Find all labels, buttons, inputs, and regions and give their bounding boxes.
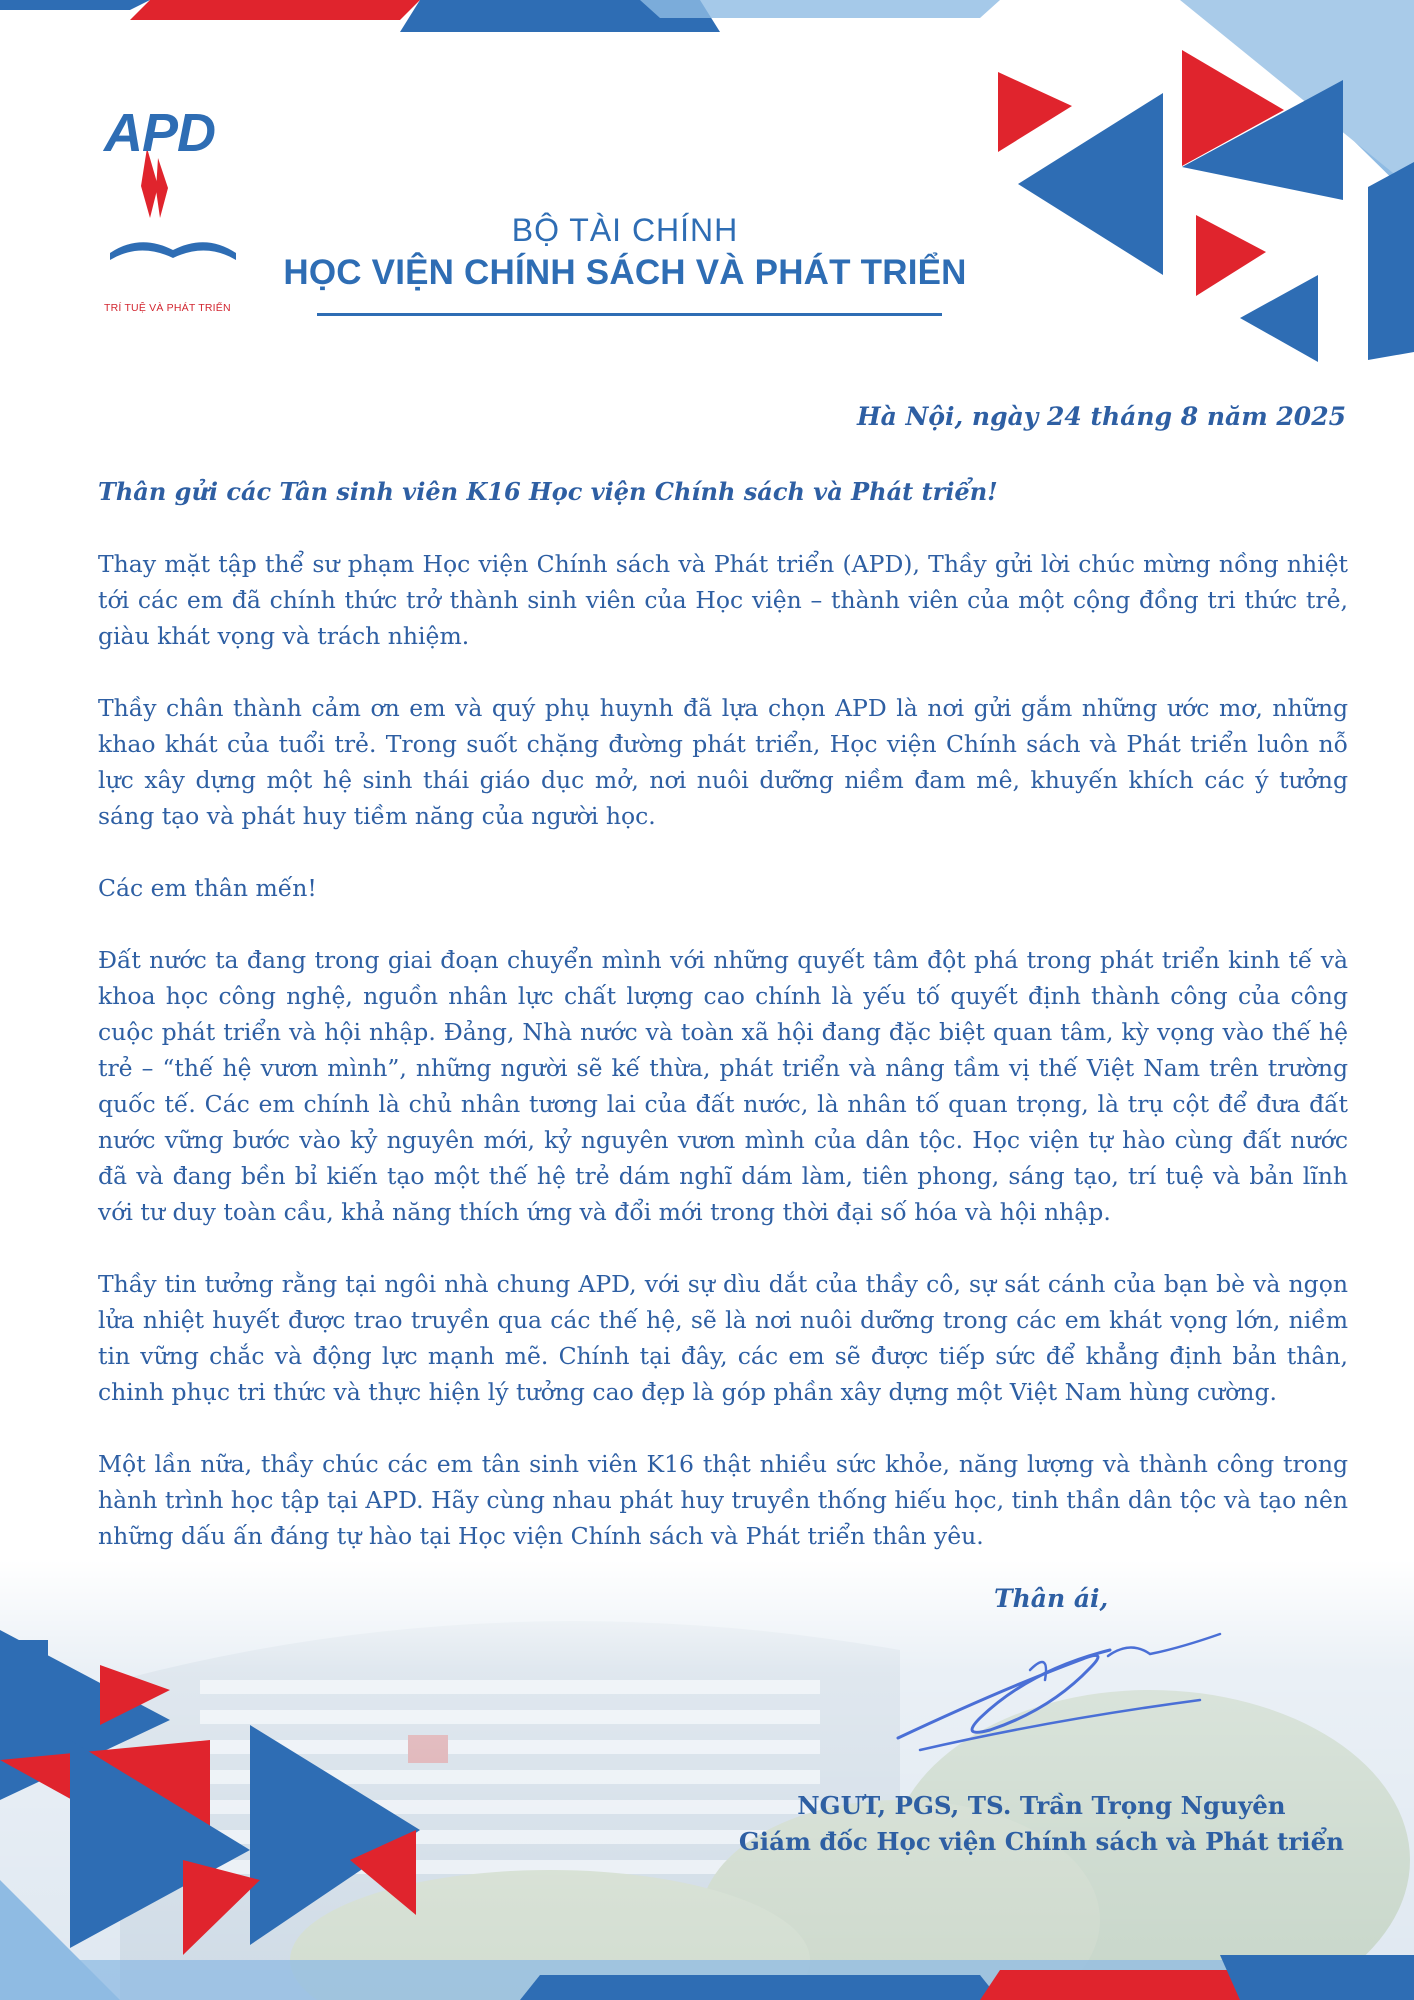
logo-wordmark: APD <box>104 103 216 163</box>
letterhead <box>235 210 1015 296</box>
header-divider <box>317 313 942 316</box>
apd-logo <box>100 138 245 323</box>
signer-position: Giám đốc Học viện Chính sách và Phát triển <box>738 1827 1344 1856</box>
paragraph: Một lần nữa, thầy chúc các em tân sinh viên K16 thật nhiều sức khỏe, năng lượng và thành công trong hành trình học tập tại APD. Hãy cùng nhau phát huy truyền thống hiếu học, tinh thần dân tộc và tạo nên những dấu ấn đáng tự hào tại Học viện Chính sách và Phát triển thân yêu. <box>98 1450 1348 1550</box>
logo-tagline: TRÍ TUỆ VÀ PHÁT TRIỂN <box>104 302 231 314</box>
letter-greeting: Thân gửi các Tân sinh viên K16 Học viện Chính sách và Phát triển! <box>98 477 998 506</box>
letter-date: Hà Nội, ngày 24 tháng 8 năm 2025 <box>856 402 1346 431</box>
ministry-title: BỘ TÀI CHÍNH <box>511 212 739 248</box>
signer-block <box>739 1788 1344 1860</box>
paragraph: Thầy chân thành cảm ơn em và quý phụ huynh đã lựa chọn APD là nơi gửi gắm những ước mơ, những khao khát của tuổi trẻ. Trong suốt chặng đường phát triển, Học viện Chính sách và Phát triển luôn nỗ lực xây dựng một hệ sinh thái giáo dục mở, nơi nuôi dưỡng niềm đam mê, khuyến khích các ý tưởng sáng tạo và phát huy tiềm năng của người học. <box>98 694 1348 830</box>
paragraph: Các em thân mến! <box>98 874 317 902</box>
academy-title: HỌC VIỆN CHÍNH SÁCH VÀ PHÁT TRIỂN <box>283 253 967 292</box>
paragraph: Thay mặt tập thể sư phạm Học viện Chính sách và Phát triển (APD), Thầy gửi lời chúc mừng nồng nhiệt tới các em đã chính thức trở thành sinh viên của Học viện – thành viên của một cộng đồng tri thức trẻ, giàu khát vọng và trách nhiệm. <box>98 550 1348 650</box>
handwritten-signature <box>880 1620 1240 1760</box>
signer-name: NGƯT, PGS, TS. Trần Trọng Nguyên <box>797 1791 1286 1820</box>
paragraph: Đất nước ta đang trong giai đoạn chuyển mình với những quyết tâm đột phá trong phát triển kinh tế và khoa học công nghệ, nguồn nhân lực chất lượng cao chính là yếu tố quyết định thành công của công cuộc phát triển và hội nhập. Đảng, Nhà nước và toàn xã hội đang đặc biệt quan tâm, kỳ vọng vào thế hệ trẻ – “thế hệ vươn mình”, những người sẽ kế thừa, phát triển và nâng tầm vị thế Việt Nam trên trường quốc tế. Các em chính là chủ nhân tương lai của đất nước, là nhân tố quan trọng, là trụ cột để đưa đất nước vững bước vào kỷ nguyên mới, kỷ nguyên vươn mình của dân tộc. Học viện tự hào cùng đất nước đã và đang bền bỉ kiến tạo một thế hệ trẻ dám nghĩ dám làm, tiên phong, sáng tạo, trí tuệ và bản lĩnh với tư duy toàn cầu, khả năng thích ứng và đổi mới trong thời đại số hóa và hội nhập. <box>98 946 1348 1226</box>
letter-closing: Thân ái, <box>994 1584 1109 1613</box>
letter-body <box>98 474 1348 1590</box>
paragraph: Thầy tin tưởng rằng tại ngôi nhà chung APD, với sự dìu dắt của thầy cô, sự sát cánh của bạn bè và ngọn lửa nhiệt huyết được trao truyền qua các thế hệ, sẽ là nơi nuôi dưỡng trong các em khát vọng lớn, niềm tin vững chắc và động lực mạnh mẽ. Chính tại đây, các em sẽ được tiếp sức để khẳng định bản thân, chinh phục tri thức và thực hiện lý tưởng cao đẹp là góp phần xây dựng một Việt Nam hùng cường. <box>98 1270 1348 1406</box>
